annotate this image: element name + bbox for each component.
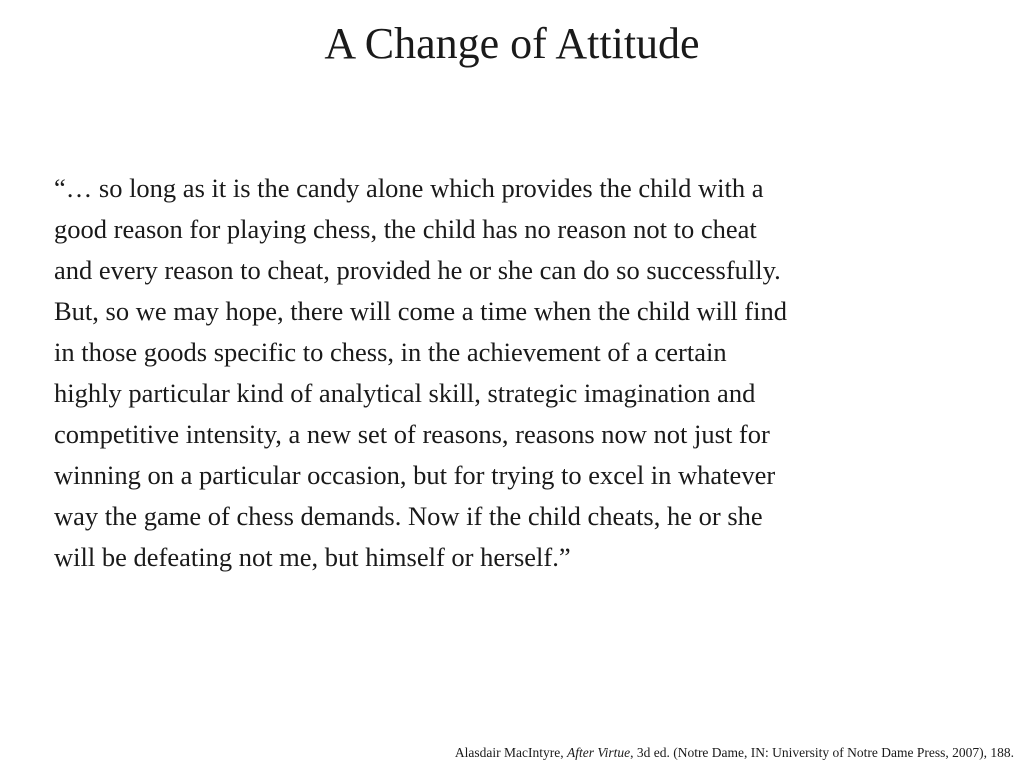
quote-line: But, so we may hope, there will come a time when the child will find (54, 296, 787, 326)
quote-line: highly particular kind of analytical skill, strategic imagination and (54, 378, 756, 408)
block-quote (54, 168, 984, 578)
citation-work-title: After Virtue (566, 745, 631, 760)
quote-line: in those goods specific to chess, in the achievement of a certain (54, 337, 727, 367)
citation-details: , 3d ed. (Notre Dame, IN: University of Notre Dame Press, 2007), 188. (630, 745, 1014, 760)
citation-author: Alasdair MacIntyre, (454, 745, 567, 760)
quote-line: “… so long as it is the candy alone which provides the child with a (54, 173, 764, 203)
quote-line: competitive intensity, a new set of reasons, reasons now not just for (54, 419, 770, 449)
slide-title: A Change of Attitude (324, 19, 700, 68)
quote-line: will be defeating not me, but himself or herself.” (54, 542, 571, 572)
quote-line: way the game of chess demands. Now if the child cheats, he or she (54, 501, 763, 531)
quote-line: good reason for playing chess, the child has no reason not to cheat (54, 214, 757, 244)
citation (455, 744, 1014, 762)
quote-line: and every reason to cheat, provided he or she can do so successfully. (54, 255, 781, 285)
quote-line: winning on a particular occasion, but for trying to excel in whatever (54, 460, 776, 490)
